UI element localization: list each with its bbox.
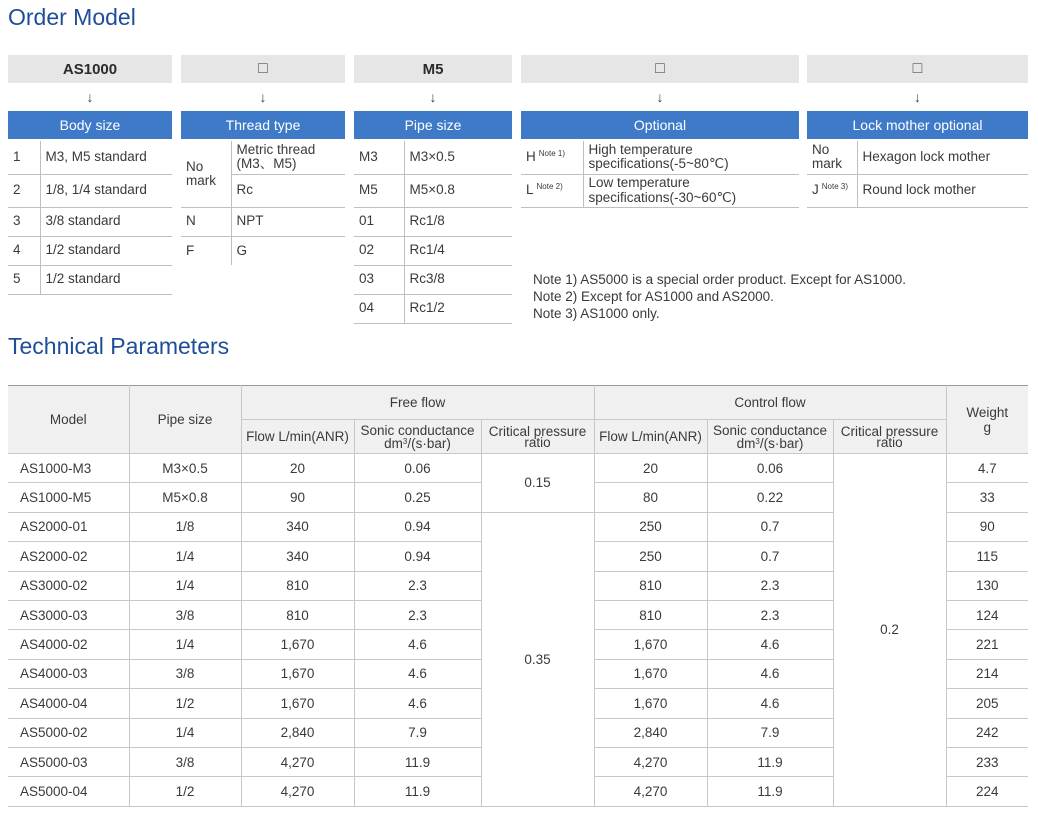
table-row (8, 207, 172, 236)
control-sonic-cell: 4.6 (707, 659, 833, 688)
option-code: 4 (8, 236, 40, 265)
sonic-unit-exp: 3 (755, 436, 760, 446)
sonic-unit-rest: /(s·bar) (407, 435, 451, 451)
option-code: 2 (8, 174, 40, 207)
order-code-box: AS1000 (8, 55, 172, 83)
option-code: 03 (354, 265, 404, 294)
control-sonic-cell: 11.9 (707, 747, 833, 776)
option-code (807, 174, 857, 207)
control-flow-header: Control flow (594, 386, 946, 420)
pipe-size-header: Pipe size (354, 111, 512, 139)
model-cell: AS5000-02 (8, 718, 129, 747)
control-flow-cell: 1,670 (594, 689, 707, 718)
option-code: M5 (354, 174, 404, 207)
free-flow-cell: 340 (241, 542, 354, 571)
option-desc: 1/2 standard (40, 265, 172, 294)
option-desc: Rc1/8 (404, 207, 512, 236)
option-desc: 1/2 standard (40, 236, 172, 265)
control-cpr-cell: 0.2 (833, 454, 946, 807)
option-code: N (181, 207, 231, 236)
option-desc: Low temperature specifications(-30~60℃) (583, 174, 799, 207)
option-code: 01 (354, 207, 404, 236)
control-sonic-cell: 11.9 (707, 777, 833, 806)
sonic-label: Sonic conductance (360, 422, 475, 438)
sonic-unit-base: dm (384, 435, 403, 451)
pipe-size-table (354, 141, 512, 324)
pipe-size-cell: 1/4 (129, 718, 241, 747)
sonic-unit-base: dm (736, 435, 756, 451)
optional-header: Optional (521, 111, 799, 139)
control-sonic-cell: 2.3 (707, 571, 833, 600)
body-size-table (8, 141, 172, 295)
cpr-label-2: ratio (524, 434, 551, 450)
pipe-size-cell: M3×0.5 (129, 454, 241, 483)
technical-parameters-body (8, 454, 1028, 807)
free-cpr-cell: 0.35 (481, 512, 594, 806)
weight-label: Weight (966, 404, 1009, 420)
table-row (354, 207, 512, 236)
option-desc: Hexagon lock mother (857, 141, 1028, 174)
option-desc: Rc (231, 174, 345, 207)
pipe-size-cell: 3/8 (129, 600, 241, 629)
control-sonic-header (707, 420, 833, 454)
weight-cell: 205 (946, 689, 1028, 718)
note-ref: Note 3) (821, 182, 848, 192)
order-col-thread-type (181, 55, 345, 139)
header-row (8, 386, 1028, 420)
control-flow-cell: 250 (594, 512, 707, 541)
option-desc: M3×0.5 (404, 141, 512, 174)
table-row (354, 174, 512, 207)
control-flow-cell: 4,270 (594, 747, 707, 776)
free-sonic-cell: 11.9 (354, 747, 481, 776)
free-flow-cell: 4,270 (241, 777, 354, 806)
free-sonic-cell: 7.9 (354, 718, 481, 747)
order-col-body-size (8, 55, 172, 139)
free-sonic-cell: 0.94 (354, 512, 481, 541)
order-col-lock-mother (807, 55, 1028, 139)
order-code-box: M5 (354, 55, 512, 83)
weight-cell: 233 (946, 747, 1028, 776)
table-row (354, 294, 512, 323)
control-flow-cell: 20 (594, 454, 707, 483)
model-cell: AS4000-04 (8, 689, 129, 718)
free-sonic-cell: 4.6 (354, 659, 481, 688)
down-arrow-icon: ↓ (914, 89, 921, 105)
option-code: No mark (807, 141, 857, 174)
table-row (8, 141, 172, 174)
option-desc: High temperature specifications(-5~80℃) (583, 141, 799, 174)
pipe-size-cell: 1/2 (129, 689, 241, 718)
lock-mother-table (807, 141, 1028, 208)
pipe-size-cell: 1/2 (129, 777, 241, 806)
down-arrow-icon: ↓ (429, 89, 437, 105)
pipe-size-cell: 1/4 (129, 542, 241, 571)
option-code-letter: H (526, 149, 536, 165)
model-cell: AS4000-02 (8, 630, 129, 659)
weight-cell: 221 (946, 630, 1028, 659)
sonic-unit-rest: /(s·bar) (759, 435, 804, 451)
control-flow-cell: 4,270 (594, 777, 707, 806)
body-size-header: Body size (8, 111, 172, 139)
option-desc: M3, M5 standard (40, 141, 172, 174)
model-cell: AS3000-03 (8, 600, 129, 629)
option-code (521, 174, 583, 207)
option-code: F (181, 236, 231, 265)
weight-cell: 214 (946, 659, 1028, 688)
weight-cell: 224 (946, 777, 1028, 806)
table-row (521, 174, 799, 207)
sonic-label: Sonic conductance (712, 422, 828, 438)
option-code (521, 141, 583, 174)
free-cpr-header (481, 420, 594, 454)
option-code-letter: J (812, 182, 819, 198)
control-sonic-cell: 7.9 (707, 718, 833, 747)
free-sonic-cell: 4.6 (354, 689, 481, 718)
free-sonic-cell: 0.25 (354, 483, 481, 512)
option-desc: Round lock mother (857, 174, 1028, 207)
pipe-size-cell: 3/8 (129, 747, 241, 776)
table-row (354, 141, 512, 174)
control-flow-cell: 250 (594, 542, 707, 571)
free-flow-cell: 4,270 (241, 747, 354, 776)
model-cell: AS4000-03 (8, 659, 129, 688)
note-3: Note 3) AS1000 only. (533, 306, 660, 321)
control-sonic-cell: 4.6 (707, 630, 833, 659)
cpr-label: Critical pressure (488, 423, 587, 439)
free-flow-cell: 810 (241, 600, 354, 629)
technical-parameters-title: Technical Parameters (8, 333, 230, 359)
option-code: 02 (354, 236, 404, 265)
free-flow-cell: 340 (241, 512, 354, 541)
option-code-letter: L (526, 182, 534, 198)
down-arrow-icon: ↓ (259, 89, 267, 105)
sonic-unit-exp: 3 (402, 436, 408, 446)
model-cell: AS3000-02 (8, 571, 129, 600)
weight-cell: 242 (946, 718, 1028, 747)
option-desc: 3/8 standard (40, 207, 172, 236)
order-code-box: □ (521, 55, 799, 83)
option-desc: G (236, 242, 248, 258)
table-row (807, 174, 1028, 207)
free-flow-cell: 2,840 (241, 718, 354, 747)
table-row (181, 207, 345, 236)
model-cell: AS1000-M3 (8, 454, 129, 483)
free-flow-cell: 1,670 (241, 689, 354, 718)
option-desc: 1/8, 1/4 standard (40, 174, 172, 207)
option-desc: NPT (231, 207, 345, 236)
control-sonic-cell: 0.22 (707, 483, 833, 512)
control-flow-cell: 1,670 (594, 659, 707, 688)
table-row (181, 236, 345, 265)
notes (533, 271, 906, 322)
option-desc: M5×0.8 (404, 174, 512, 207)
table-row (181, 141, 345, 174)
pipe-size-cell: 1/4 (129, 630, 241, 659)
free-flow-header: Free flow (241, 386, 594, 420)
down-arrow-icon: ↓ (86, 89, 94, 105)
control-sonic-cell: 4.6 (707, 689, 833, 718)
down-arrow-icon: ↓ (656, 89, 664, 105)
control-sonic-cell: 0.7 (707, 542, 833, 571)
model-cell: AS2000-01 (8, 512, 129, 541)
option-code: No mark (181, 141, 231, 207)
free-flow-rate-header: Flow L/min(ANR) (241, 420, 354, 454)
weight-header (946, 386, 1028, 454)
note-1: Note 1) AS5000 is a special order product. Except for AS1000. (533, 272, 906, 287)
table-row (8, 265, 172, 294)
pipe-size-cell: M5×0.8 (129, 483, 241, 512)
free-flow-cell: 1,670 (241, 659, 354, 688)
control-flow-cell: 2,840 (594, 718, 707, 747)
free-cpr-cell: 0.15 (481, 454, 594, 513)
cpr-label-2: ratio (876, 434, 903, 450)
pipe-size-cell: 3/8 (129, 659, 241, 688)
free-flow-cell: 20 (241, 454, 354, 483)
table-row (8, 454, 1028, 483)
weight-cell: 124 (946, 600, 1028, 629)
optional-table (521, 141, 799, 208)
weight-cell: 115 (946, 542, 1028, 571)
free-flow-cell: 1,670 (241, 630, 354, 659)
thread-type-table (181, 141, 345, 265)
control-flow-rate-header: Flow L/min(ANR) (594, 420, 707, 454)
order-col-optional (521, 55, 799, 139)
table-row (521, 141, 799, 174)
control-flow-cell: 80 (594, 483, 707, 512)
option-code: 04 (354, 294, 404, 323)
model-cell: AS1000-M5 (8, 483, 129, 512)
control-flow-cell: 810 (594, 571, 707, 600)
pipe-size-header: Pipe size (129, 386, 241, 454)
note-2: Note 2) Except for AS1000 and AS2000. (533, 289, 774, 304)
free-sonic-cell: 2.3 (354, 600, 481, 629)
weight-cell: 90 (946, 512, 1028, 541)
free-sonic-cell: 0.94 (354, 542, 481, 571)
order-code-box: □ (807, 55, 1028, 83)
control-flow-cell: 1,670 (594, 630, 707, 659)
control-sonic-cell: 0.06 (707, 454, 833, 483)
lock-mother-header: Lock mother optional (807, 111, 1028, 139)
note-ref: Note 2) (536, 182, 563, 192)
option-code: 1 (8, 141, 40, 174)
model-cell: AS5000-04 (8, 777, 129, 806)
table-row (807, 141, 1028, 174)
weight-cell: 33 (946, 483, 1028, 512)
table-row (8, 174, 172, 207)
free-sonic-cell: 11.9 (354, 777, 481, 806)
free-flow-cell: 810 (241, 571, 354, 600)
pipe-size-cell: 1/4 (129, 571, 241, 600)
option-code: 3 (8, 207, 40, 236)
free-sonic-header (354, 420, 481, 454)
control-flow-cell: 810 (594, 600, 707, 629)
weight-cell: 130 (946, 571, 1028, 600)
option-desc: Rc3/8 (404, 265, 512, 294)
model-cell: AS2000-02 (8, 542, 129, 571)
control-sonic-cell: 0.7 (707, 512, 833, 541)
technical-parameters-table (8, 385, 1028, 807)
option-code: 5 (8, 265, 40, 294)
control-cpr-header (833, 420, 946, 454)
option-desc: Rc1/4 (404, 236, 512, 265)
free-sonic-cell: 2.3 (354, 571, 481, 600)
table-row (354, 265, 512, 294)
pipe-size-cell: 1/8 (129, 512, 241, 541)
table-row (8, 236, 172, 265)
order-code-box: □ (181, 55, 345, 83)
model-header: Model (8, 386, 129, 454)
option-code: M3 (354, 141, 404, 174)
free-flow-cell: 90 (241, 483, 354, 512)
thread-type-header: Thread type (181, 111, 345, 139)
order-col-pipe-size (354, 55, 512, 139)
model-cell: AS5000-03 (8, 747, 129, 776)
option-desc: Metric thread (M3、M5) (231, 141, 345, 174)
weight-cell: 4.7 (946, 454, 1028, 483)
option-desc: Rc1/2 (404, 294, 512, 323)
control-sonic-cell: 2.3 (707, 600, 833, 629)
table-row (354, 236, 512, 265)
free-sonic-cell: 0.06 (354, 454, 481, 483)
order-model-title: Order Model (8, 4, 136, 30)
note-ref: Note 1) (538, 149, 565, 159)
weight-unit: g (983, 419, 992, 435)
free-sonic-cell: 4.6 (354, 630, 481, 659)
cpr-label: Critical pressure (840, 423, 939, 439)
